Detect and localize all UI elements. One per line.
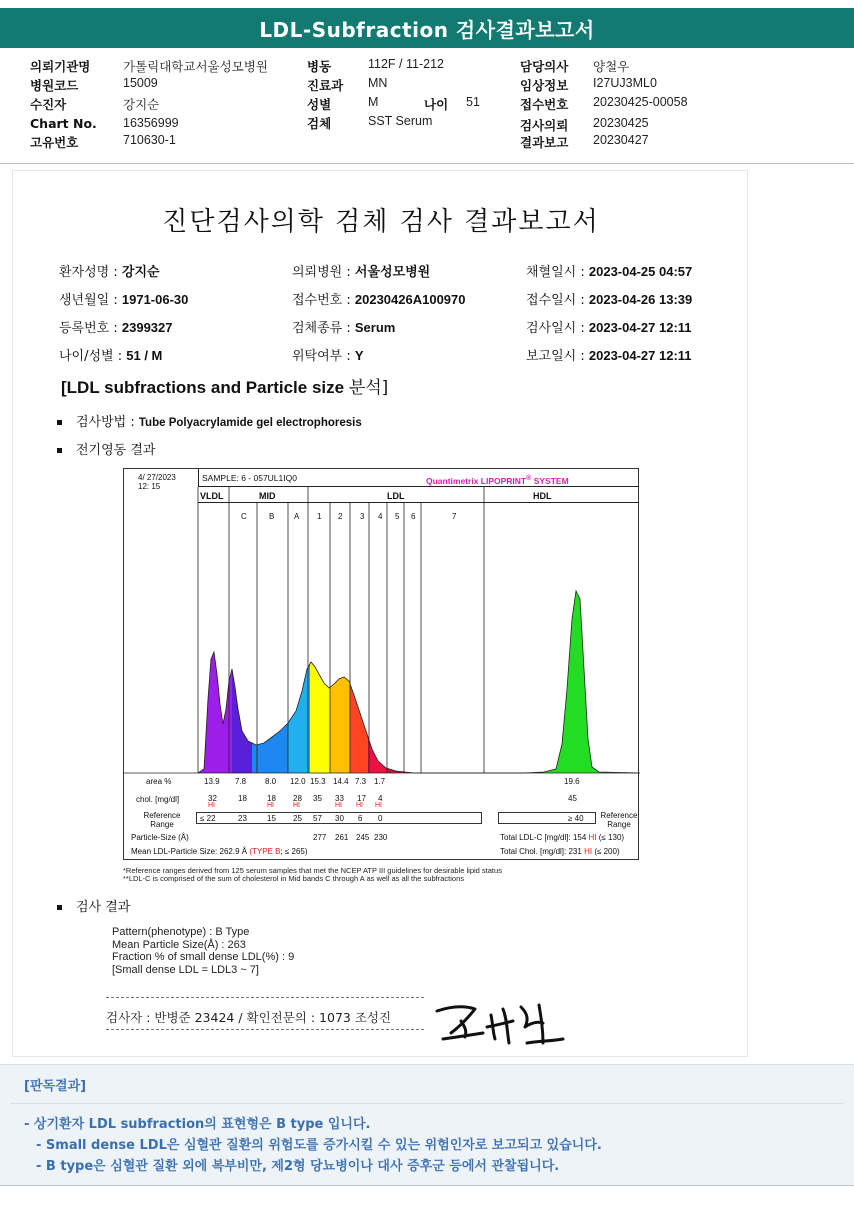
info-label: 수진자: [30, 97, 67, 112]
report-title: 진단검사의학 검체 검사 결과보고서: [162, 207, 600, 237]
info-label: 병동: [307, 59, 332, 74]
footnote: *Reference ranges derived from 125 serum samples that met the NCEP ATP III guidelines for desirable lipid status: [123, 866, 502, 875]
info-label: 담당의사: [520, 59, 569, 74]
area-value: 19.6: [564, 777, 580, 786]
chol-value: 32: [208, 794, 217, 803]
divider-line: [106, 997, 424, 998]
divider-line: [106, 1029, 424, 1030]
info-value: SST Serum: [368, 114, 433, 128]
patient-field: 접수번호 : 20230426A100970: [292, 292, 466, 308]
interpretation-line: - Small dense LDL은 심혈관 질환의 위험도를 증가시킬 수 있는 위험인자로 보고되고 있습니다.: [36, 1138, 602, 1153]
info-value: 112F / 11-212: [368, 57, 444, 71]
band-label: A: [294, 512, 300, 521]
electrophoresis-figure: [123, 468, 639, 860]
band-label: 5: [395, 512, 400, 521]
info-label: Chart No.: [30, 116, 97, 131]
info-value: 가톨릭대학교서울성모병원: [123, 60, 268, 74]
info-label: 임상정보: [520, 78, 569, 93]
info-value: 양철우: [593, 60, 630, 74]
hi-flag: HI: [208, 802, 215, 809]
order-info-table: [0, 52, 854, 164]
ref-label-right: Reference Range: [600, 811, 638, 829]
ref-value: 25: [293, 814, 302, 823]
chol-value: 28: [293, 794, 302, 803]
row-label-area: area %: [146, 777, 172, 786]
lab-report-document: [12, 170, 748, 1057]
band-label: 4: [378, 512, 383, 521]
group-mid: MID: [259, 491, 276, 501]
info-value: I27UJ3ML0: [593, 76, 657, 90]
info-value: 16356999: [123, 116, 179, 130]
chol-value: 35: [313, 794, 322, 803]
band-label: 3: [360, 512, 365, 521]
chol-value: 4: [378, 794, 383, 803]
area-value: 7.8: [235, 777, 247, 786]
ref-value: ≤ 22: [200, 814, 216, 823]
gel-sample: SAMPLE: 6 - 057UL1IQ0: [202, 473, 297, 483]
info-value: M: [368, 95, 379, 109]
result-summary: Pattern(phenotype) : B Type Mean Particle Size(Å) : 263 Fraction % of small dense LDL(%) : 9 [Small dense LDL = LDL3 ~ 7]: [112, 926, 295, 976]
row-label-psize: Particle-Size (Å): [131, 833, 189, 842]
info-label-age: 나이: [424, 97, 449, 112]
ref-value: 57: [313, 814, 322, 823]
chol-value: 33: [335, 794, 344, 803]
area-value: 8.0: [265, 777, 277, 786]
group-vldl: VLDL: [200, 491, 224, 501]
info-value: 20230425: [593, 116, 649, 130]
info-label: 고유번호: [30, 135, 79, 150]
hi-flag: HI: [375, 802, 382, 809]
chol-value: 18: [238, 794, 247, 803]
info-label: 의뢰기관명: [30, 59, 91, 74]
result-bullet: 검사 결과: [57, 896, 130, 915]
patient-field: 환자성명 : 강지순: [59, 264, 160, 280]
info-value: 강지순: [123, 98, 160, 112]
bullet-icon: [57, 448, 62, 453]
info-label: 진료과: [307, 78, 344, 93]
info-value: 20230425-00058: [593, 95, 688, 109]
ref-value: 6: [358, 814, 363, 823]
total-ldl-row: Total LDL-C [mg/dl]: 154 HI (≤ 130): [500, 833, 625, 842]
info-label: 성별: [307, 97, 332, 112]
bullet-icon: [57, 420, 62, 425]
chol-value: 18: [267, 794, 276, 803]
gel-date: 4/ 27/2023: [138, 473, 176, 482]
ref-value: ≥ 40: [568, 814, 584, 823]
signature-image: [431, 997, 569, 1049]
info-value: 710630-1: [123, 133, 176, 147]
patient-field: 나이/성별 : 51 / M: [59, 348, 163, 364]
info-label: 접수번호: [520, 97, 569, 112]
area-value: 14.4: [333, 777, 349, 786]
hi-flag: HI: [335, 802, 342, 809]
patient-field: 등록번호 : 2399327: [59, 320, 173, 336]
gel-time: 12: 15: [138, 482, 161, 491]
psize-value: 230: [374, 833, 388, 842]
patient-field: 의뢰병원 : 서울성모병원: [292, 264, 431, 280]
ref-value: 23: [238, 814, 247, 823]
ref-value: 0: [378, 814, 383, 823]
group-ldl: LDL: [387, 491, 405, 501]
info-label: 검체: [307, 116, 332, 131]
band-label: C: [241, 512, 247, 521]
patient-field: 접수일시 : 2023-04-26 13:39: [526, 292, 693, 308]
band-label: 7: [452, 512, 457, 521]
mean-size-row: Mean LDL-Particle Size: 262.9 Å (TYPE B; ≤ 265): [131, 847, 308, 856]
patient-field: 생년월일 : 1971-06-30: [59, 292, 189, 308]
section-heading: [LDL subfractions and Particle size 분석]: [61, 378, 389, 398]
method-bullet: 검사방법 : Tube Polyacrylamide gel electrophoresis: [57, 411, 362, 430]
hi-flag: HI: [267, 802, 274, 809]
info-label: 결과보고: [520, 135, 569, 150]
row-label-chol: chol. [mg/dl]: [136, 795, 180, 804]
area-value: 7.3: [355, 777, 367, 786]
chol-value: 17: [357, 794, 366, 803]
patient-field: 검사일시 : 2023-04-27 12:11: [526, 320, 692, 336]
band-label: B: [269, 512, 275, 521]
interpretation-box: [0, 1064, 854, 1186]
signature-line: 검사자 : 반병준 23424 / 확인전문의 : 1073 조성진: [106, 1010, 392, 1025]
hi-flag: HI: [293, 802, 300, 809]
area-value: 12.0: [290, 777, 306, 786]
interpretation-line: - 상기환자 LDL subfraction의 표현형은 B type 입니다.: [24, 1117, 371, 1132]
patient-field: 채혈일시 : 2023-04-25 04:57: [526, 264, 693, 280]
group-hdl: HDL: [533, 491, 552, 501]
patient-field: 위탁여부 : Y: [292, 348, 364, 364]
area-value: 1.7: [374, 777, 386, 786]
bullet-icon: [57, 905, 62, 910]
band-label: 1: [317, 512, 322, 521]
patient-field: 검체종류 : Serum: [292, 320, 396, 336]
patient-field: 보고일시 : 2023-04-27 12:11: [526, 348, 692, 364]
electro-bullet: 전기영동 결과: [57, 439, 155, 458]
area-value: 15.3: [310, 777, 326, 786]
psize-value: 261: [335, 833, 349, 842]
report-header-title: LDL-Subfraction 검사결과보고서: [259, 17, 595, 42]
psize-value: 277: [313, 833, 327, 842]
row-label-ref: Reference Range: [143, 811, 181, 829]
info-value: 20230427: [593, 133, 649, 147]
interpretation-line: - B type은 심혈관 질환 외에 복부비만, 제2형 당뇨병이나 대사 증후군 등에서 관찰됩니다.: [36, 1159, 560, 1174]
band-label: 6: [411, 512, 416, 521]
interpretation-title: [판독결과]: [24, 1079, 87, 1094]
area-value: 13.9: [204, 777, 220, 786]
hi-flag: HI: [356, 802, 363, 809]
ref-value: 15: [267, 814, 276, 823]
chol-value: 45: [568, 794, 577, 803]
info-label: 병원코드: [30, 78, 79, 93]
psize-value: 245: [356, 833, 370, 842]
ref-value: 30: [335, 814, 344, 823]
report-header: [0, 8, 854, 48]
footnote: **LDL-C is comprised of the sum of cholesterol in Mid bands C through A as well as all the subfractions: [123, 874, 465, 883]
info-value-age: 51: [466, 95, 480, 109]
info-label: 검사의뢰: [520, 118, 569, 133]
gel-brand: Quantimetrix LIPOPRINT® SYSTEM: [426, 474, 569, 486]
total-chol-row: Total Chol. [mg/dl]: 231 HI (≤ 200): [500, 847, 620, 856]
band-label: 2: [338, 512, 343, 521]
info-value: MN: [368, 76, 388, 90]
info-value: 15009: [123, 76, 158, 90]
interpretation-divider: [10, 1103, 844, 1104]
